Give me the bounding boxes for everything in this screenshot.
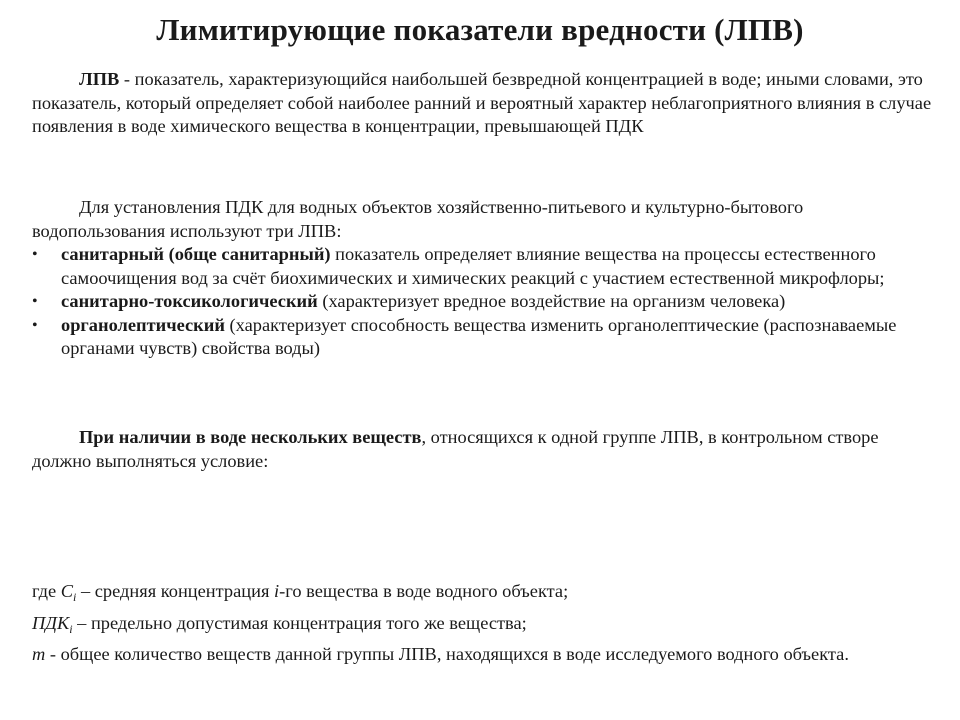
criteria-list [32, 243, 932, 361]
criteria-intro-text: Для установления ПДК для водных объектов хозяйственно-питьевого и культурно-бытового водопользования используют три ЛПВ: [32, 197, 804, 241]
bullet-icon: • [32, 316, 38, 334]
legend-text: -го вещества в воде водного объекта; [279, 581, 569, 601]
symbol-c: C [60, 581, 74, 601]
symbol-subscript: i [69, 622, 73, 636]
criteria-section [32, 196, 932, 361]
list-item-term: органолептический [61, 314, 225, 335]
list-item [32, 243, 932, 290]
bullet-icon: • [32, 246, 38, 263]
definition-paragraph [32, 68, 932, 139]
definition-text: - показатель, характеризующийся наибольшей безвредной концентрацией в воде; иными словами, это показатель, который определяет собой наиболее ранний и вероятный характер неблагоприятного влияния в случае появления в воде химического вещества в концентрации, превышающей ПДК [32, 69, 932, 136]
symbol-subscript: i [73, 590, 77, 604]
list-item-text: показатель определяет влияние вещества на процессы естественного самоочищения вод за счёт биохимических и химических реакций с участием естественной микрофлоры; [61, 244, 885, 288]
symbol-m: m [32, 644, 46, 664]
page-title: Лимитирующие показатели вредности (ЛПВ) [156, 12, 804, 47]
definition-term: ЛПВ [79, 69, 120, 89]
legend-text: - общее количество веществ данной группы ЛПВ, находящихся в воде исследуемого водного объекта. [45, 644, 849, 664]
list-item-term: санитарный (обще санитарный) [61, 244, 331, 264]
legend-line-m [32, 643, 932, 667]
list-item-term: санитарно-токсикологический [61, 291, 318, 311]
criteria-intro [32, 196, 932, 243]
condition-paragraph [32, 426, 932, 473]
bullet-icon: • [32, 293, 38, 310]
legend-line-concentration [32, 580, 932, 610]
list-item-text: (характеризует вредное воздействие на организм человека) [317, 291, 786, 311]
symbol-i: i [274, 581, 280, 601]
legend-text: – предельно допустимая концентрация того же вещества; [72, 613, 527, 633]
condition-text: , относящихся к одной группе ЛПВ, в контрольном створе должно выполняться условие: [32, 427, 879, 471]
condition-term: При наличии в воде нескольких веществ [79, 427, 422, 447]
legend-prefix: где [32, 581, 61, 601]
legend-line-pdk [32, 612, 932, 642]
list-item [32, 314, 932, 361]
symbol-pdk: ПДК [32, 613, 70, 633]
list-item-text: (характеризует способность вещества изменить органолептические (распознаваемые органами чувств) свойства воды) [61, 314, 897, 358]
list-item [32, 290, 932, 314]
legend-text: – средняя концентрация [76, 581, 275, 601]
